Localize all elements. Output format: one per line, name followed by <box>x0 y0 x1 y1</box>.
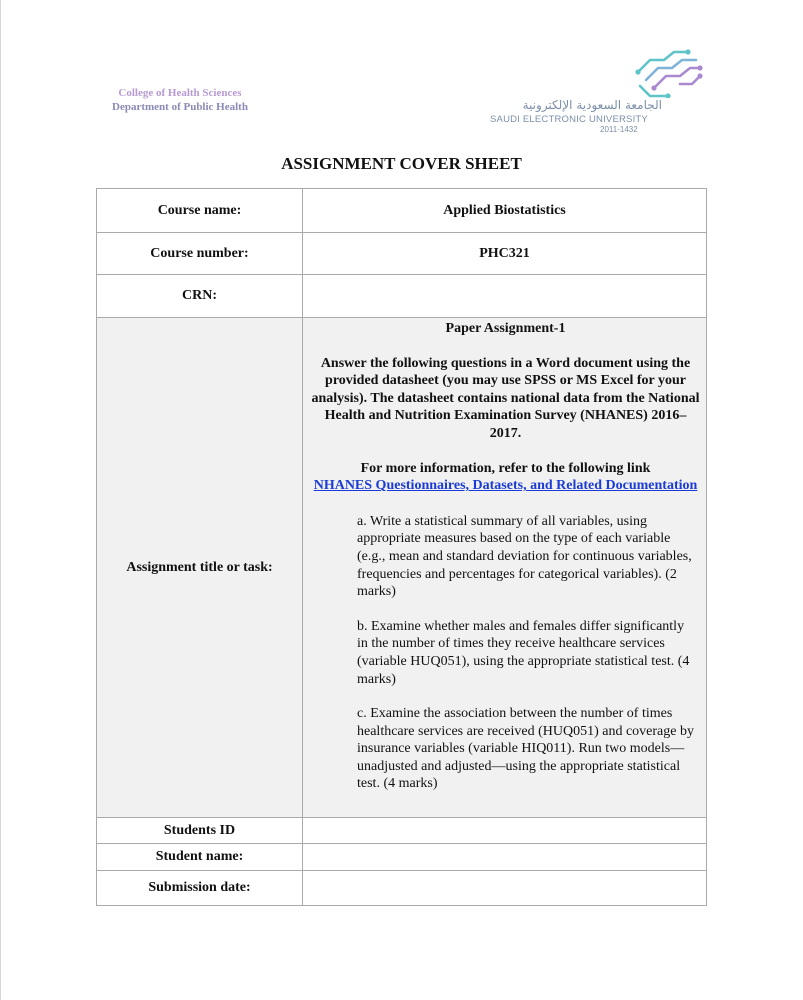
college-header <box>112 86 248 114</box>
student-name-label: Student name: <box>97 844 303 871</box>
course-name-label: Course name: <box>97 189 303 233</box>
row-student-name <box>97 844 707 871</box>
page-title: ASSIGNMENT COVER SHEET <box>281 154 522 173</box>
row-students-id <box>97 818 707 844</box>
seu-logo-icon <box>630 46 706 98</box>
student-name-value <box>303 844 707 871</box>
submission-date-label: Submission date: <box>97 871 303 906</box>
row-submission-date <box>97 871 707 906</box>
task-intro: Answer the following questions in a Word document using the provided datasheet (you may use SPSS or MS Excel for your analysis). The datasheet contains national data from the National Health and Nutrition Examination Survey (NHANES) 2016–2017. <box>311 355 700 441</box>
crn-value <box>303 275 707 318</box>
task-cell <box>303 318 707 818</box>
submission-date-value <box>303 871 707 906</box>
row-task <box>97 318 707 818</box>
cover-sheet-table <box>96 188 707 906</box>
crn-label: CRN: <box>97 275 303 318</box>
row-crn <box>97 275 707 318</box>
task-heading: Paper Assignment-1 <box>445 321 566 336</box>
university-name-english: SAUDI ELECTRONIC UNIVERSITY <box>490 114 648 125</box>
question-c: c. Examine the association between the number of times healthcare services are received (HUQ051) and coverage by insurance variables (variable HIQ011). Run two models—unadjusted and adjusted—using the appropriate statistical test. (4 marks) <box>357 706 694 792</box>
university-years: 2011-1432 <box>600 125 638 134</box>
more-info-text: For more information, refer to the following link <box>360 460 651 476</box>
university-name-arabic: الجامعة السعودية الإلكترونية <box>522 98 662 112</box>
row-course-number <box>97 233 707 275</box>
university-logo <box>488 46 708 138</box>
department-name: Department of Public Health <box>112 101 248 113</box>
nhanes-link[interactable]: NHANES Questionnaires, Datasets, and Related Documentation <box>313 478 698 494</box>
page-edge <box>0 0 1 1000</box>
course-number-label: Course number: <box>97 233 303 275</box>
course-name-value: Applied Biostatistics <box>303 189 707 233</box>
college-name: College of Health Sciences <box>118 87 242 99</box>
students-id-value <box>303 818 707 844</box>
students-id-label: Students ID <box>97 818 303 844</box>
question-b: b. Examine whether males and females differ significantly in the number of times they receive healthcare services (variable HUQ051), using the appropriate statistical test. (4 marks) <box>357 618 690 687</box>
question-a: a. Write a statistical summary of all variables, using appropriate measures based on the type of each variable (e.g., mean and standard deviation for continuous variables, frequencies and percentages for categorical variables). (2 marks) <box>357 513 692 600</box>
task-label: Assignment title or task: <box>97 318 303 818</box>
course-number-value: PHC321 <box>303 233 707 275</box>
row-course-name <box>97 189 707 233</box>
